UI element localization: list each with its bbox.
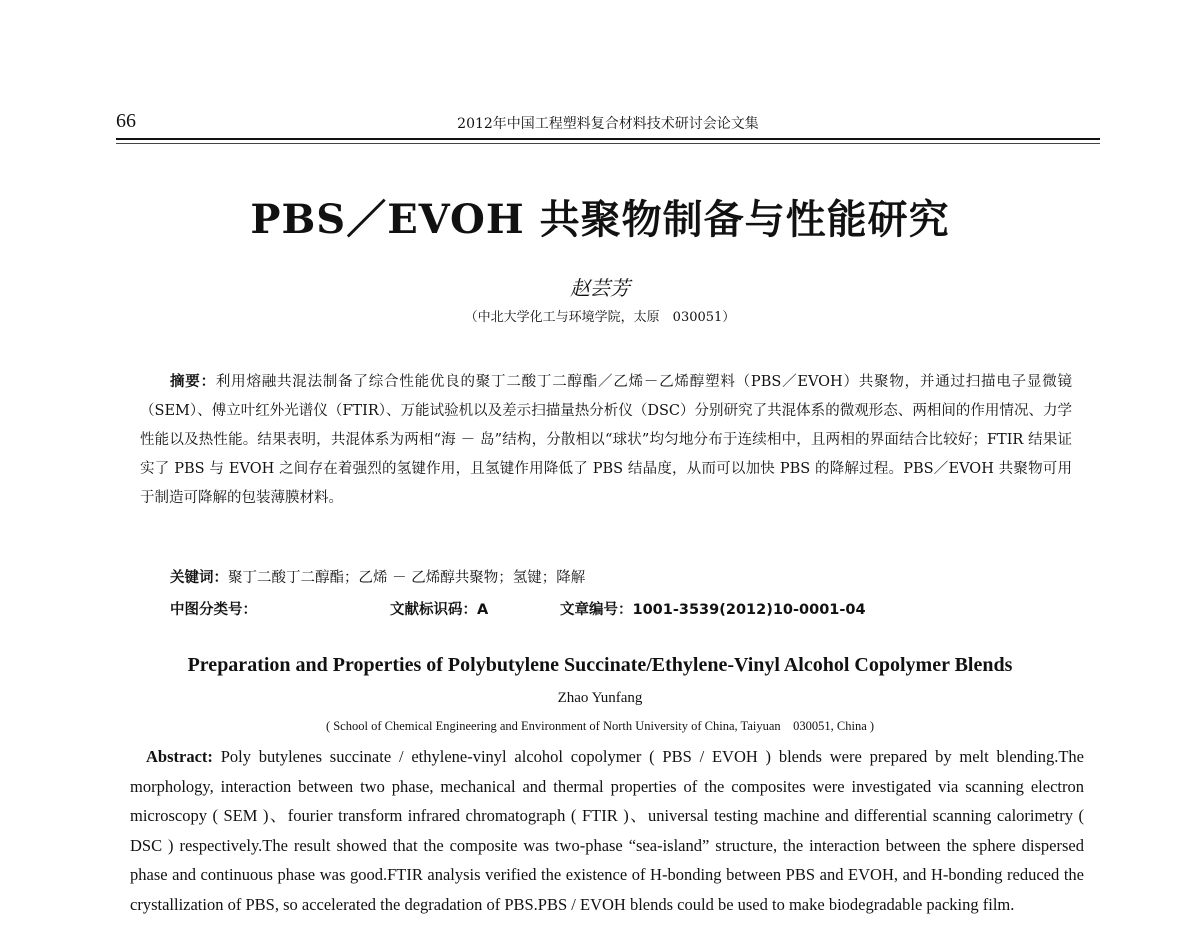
doc-code-value: A <box>477 602 489 618</box>
abstract-en-text: Poly butylenes succinate / ethylene-vinyl alcohol copolymer ( PBS / EVOH ) blends were prepared by melt blending.The morphology, interaction between two phase, mechanical and thermal properties of the composites were investigated via scanning electron microscopy ( SEM )、fourier transform infrared chromatograph ( FTIR )、universal testing machine and differential scanning calorimetry ( DSC ) respectively.The result showed that the composite was two-phase “sea-island” structure, the interaction between the sphere dispersed phase and continuous phase was good.FTIR analysis verified the existence of H-bonding between PBS and EVOH, and H-bonding reduced the crystallization of PBS, so accelerated the degradation of PBS.PBS / EVOH blends could be used to make biodegradable packing film. <box>130 747 1084 914</box>
abstract-cn-text: 利用熔融共混法制备了综合性能优良的聚丁二酸丁二醇酯／乙烯－乙烯醇塑料（PBS／EVOH）共聚物，并通过扫描电子显微镜（SEM）、傅立叶红外光谱仪（FTIR）、万能试验机以及差示扫描量热分析仪（DSC）分别研究了共混体系的微观形态、两相间的作用情况、力学性能以及热性能。结果表明，共混体系为两相“海 － 岛”结构，分散相以“球状”均匀地分布于连续相中，且两相的界面结合比较好；FTIR 结果证实了 PBS 与 EVOH 之间存在着强烈的氢键作用，且氢键作用降低了 PBS 结晶度，从而可以加快 PBS 的降解过程。PBS／EVOH 共聚物可用于制造可降解的包装薄膜材料。 <box>140 374 1072 506</box>
keywords-cn-text: 聚丁二酸丁二醇酯；乙烯 － 乙烯醇共聚物；氢键；降解 <box>228 570 586 586</box>
doc-code-label: 文献标识码： <box>390 602 477 618</box>
clc-label: 中图分类号： <box>170 602 257 618</box>
keywords-cn <box>170 564 1070 593</box>
classification-row <box>170 596 1070 625</box>
author-name-cn: 赵芸芳 <box>570 276 630 300</box>
page-header <box>116 110 1100 136</box>
abstract-en-label: Abstract: <box>146 747 213 766</box>
article-number-label: 文章编号： <box>560 602 633 618</box>
paper-title-en: Preparation and Properties of Polybutylene Succinate/Ethylene-Vinyl Alcohol Copolymer Blends <box>187 654 1013 676</box>
author-name-en: Zhao Yunfang <box>557 690 643 706</box>
doc-code <box>390 596 488 625</box>
affiliation-cn: （中北大学化工与环境学院，太原 030051） <box>464 310 736 325</box>
header-rule-thin <box>116 143 1100 144</box>
running-title: 2012年中国工程塑料复合材料技术研讨会论文集 <box>457 116 759 132</box>
abstract-en <box>130 742 1084 919</box>
abstract-cn-label: 摘要： <box>170 374 216 390</box>
page-number: 66 <box>116 110 136 132</box>
article-number <box>560 596 866 625</box>
abstract-cn <box>140 368 1072 513</box>
affiliation-en: ( School of Chemical Engineering and Environment of North University of China, Taiyuan 030051, China ) <box>325 719 875 733</box>
keywords-cn-label: 关键词： <box>170 570 228 586</box>
header-rule <box>116 138 1100 140</box>
paper-title-cn: PBS／EVOH 共聚物制备与性能研究 <box>250 196 950 243</box>
article-number-value: 1001-3539(2012)10-0001-04 <box>632 602 866 618</box>
